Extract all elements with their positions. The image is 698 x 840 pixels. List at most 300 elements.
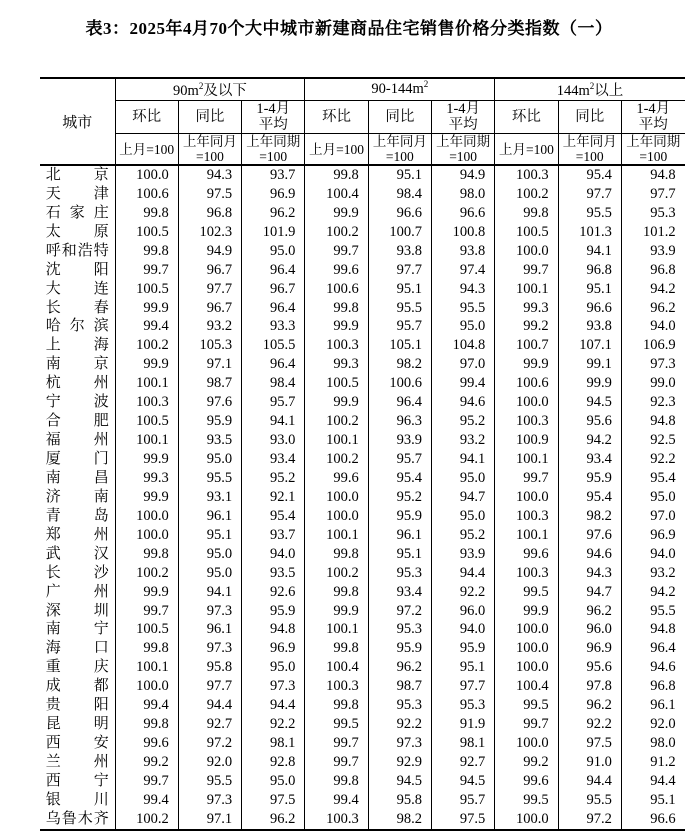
value-cell: 97.3: [368, 734, 431, 753]
group-header-row: [40, 78, 685, 101]
city-cell: [40, 526, 115, 545]
table-container: [40, 77, 685, 831]
value-cell: 92.8: [242, 753, 305, 772]
value-cell: 98.0: [431, 185, 494, 204]
value-cell: 96.6: [621, 810, 684, 830]
value-cell: 100.4: [305, 185, 368, 204]
value-cell: 92.1: [242, 488, 305, 507]
value-cell: 99.7: [115, 602, 178, 621]
city-name: 厦门: [45, 451, 109, 468]
value-cell: 97.0: [431, 355, 494, 374]
value-cell: 92.2: [558, 715, 621, 734]
value-cell: 95.4: [558, 488, 621, 507]
table-row: [40, 583, 685, 602]
value-cell: 99.9: [495, 355, 558, 374]
value-cell: 100.0: [495, 734, 558, 753]
value-cell: 96.1: [178, 621, 241, 640]
value-cell: 94.7: [431, 488, 494, 507]
value-cell: 99.5: [495, 791, 558, 810]
value-cell: 97.7: [368, 261, 431, 280]
unit-same-month-last-year: [178, 134, 241, 166]
value-cell: 96.4: [621, 639, 684, 658]
value-cell: 95.0: [178, 545, 241, 564]
value-cell: 95.1: [178, 526, 241, 545]
value-cell: 97.4: [431, 261, 494, 280]
value-cell: 95.4: [621, 469, 684, 488]
value-cell: 95.9: [368, 639, 431, 658]
city-cell: [40, 223, 115, 242]
value-cell: 97.3: [178, 791, 241, 810]
value-cell: 99.5: [305, 715, 368, 734]
value-cell: 95.7: [431, 791, 494, 810]
city-cell: [40, 545, 115, 564]
value-cell: 100.7: [368, 223, 431, 242]
value-cell: 99.3: [495, 299, 558, 318]
city-name: 郑州: [45, 526, 109, 543]
value-cell: 99.3: [115, 469, 178, 488]
value-cell: 99.6: [495, 772, 558, 791]
group-header-144-above: [495, 78, 685, 101]
value-cell: 97.7: [178, 677, 241, 696]
value-cell: 93.9: [431, 545, 494, 564]
table-row: [40, 374, 685, 393]
group-label-text: 及以下: [203, 83, 247, 99]
table-row: [40, 280, 685, 299]
value-cell: 95.6: [558, 412, 621, 431]
value-cell: 96.9: [558, 639, 621, 658]
value-cell: 98.7: [178, 374, 241, 393]
value-cell: 96.0: [558, 621, 621, 640]
value-cell: 92.6: [242, 583, 305, 602]
value-cell: 94.9: [178, 242, 241, 261]
value-cell: 99.7: [495, 715, 558, 734]
value-cell: 93.7: [242, 165, 305, 185]
value-cell: 99.4: [431, 374, 494, 393]
value-cell: 99.8: [495, 204, 558, 223]
value-cell: 95.2: [431, 412, 494, 431]
value-cell: 98.2: [368, 810, 431, 830]
value-cell: 100.1: [305, 621, 368, 640]
city-cell: [40, 772, 115, 791]
value-cell: 97.5: [431, 810, 494, 830]
value-cell: 100.0: [495, 488, 558, 507]
city-name: 南昌: [45, 469, 109, 486]
value-cell: 100.0: [305, 488, 368, 507]
value-cell: 98.0: [621, 734, 684, 753]
table-row: [40, 734, 685, 753]
value-cell: 94.9: [431, 165, 494, 185]
value-cell: 96.7: [178, 299, 241, 318]
value-cell: 100.5: [115, 223, 178, 242]
table-row: [40, 412, 685, 431]
value-cell: 100.5: [115, 412, 178, 431]
value-cell: 94.8: [242, 621, 305, 640]
value-cell: 95.0: [178, 564, 241, 583]
value-cell: 96.8: [621, 261, 684, 280]
value-cell: 97.3: [621, 355, 684, 374]
city-cell: [40, 810, 115, 830]
value-cell: 99.2: [115, 753, 178, 772]
value-cell: 95.5: [178, 772, 241, 791]
value-cell: 99.9: [495, 602, 558, 621]
table-body: [40, 165, 685, 830]
city-cell: [40, 791, 115, 810]
value-cell: 99.9: [115, 450, 178, 469]
value-cell: 100.0: [115, 165, 178, 185]
value-cell: 99.4: [115, 791, 178, 810]
subheader-line: 同比: [195, 109, 225, 125]
value-cell: 100.2: [115, 810, 178, 830]
value-cell: 94.4: [621, 772, 684, 791]
value-cell: 99.7: [115, 261, 178, 280]
value-cell: 99.6: [495, 545, 558, 564]
table-row: [40, 355, 685, 374]
value-cell: 94.5: [558, 393, 621, 412]
value-cell: 96.2: [368, 658, 431, 677]
table-row: [40, 299, 685, 318]
value-cell: 100.1: [115, 374, 178, 393]
value-cell: 94.4: [242, 696, 305, 715]
table-row: [40, 696, 685, 715]
table-row: [40, 791, 685, 810]
group-header-90-and-below: [115, 78, 305, 101]
value-cell: 100.2: [305, 223, 368, 242]
value-cell: 99.9: [305, 602, 368, 621]
value-cell: 93.9: [368, 431, 431, 450]
value-cell: 95.0: [242, 242, 305, 261]
city-cell: [40, 583, 115, 602]
value-cell: 92.0: [621, 715, 684, 734]
value-cell: 97.6: [558, 526, 621, 545]
value-cell: 96.9: [621, 526, 684, 545]
value-cell: 93.7: [242, 526, 305, 545]
subheader-avg: [621, 101, 684, 134]
value-cell: 101.9: [242, 223, 305, 242]
city-name: 重庆: [45, 659, 109, 676]
value-cell: 98.4: [368, 185, 431, 204]
subheader-line: 1-4月: [636, 101, 671, 117]
value-cell: 95.5: [558, 791, 621, 810]
unit-line: =100: [449, 149, 478, 164]
city-cell: [40, 355, 115, 374]
value-cell: 96.4: [368, 393, 431, 412]
value-cell: 94.1: [242, 412, 305, 431]
value-cell: 104.8: [431, 336, 494, 355]
value-cell: 100.0: [495, 810, 558, 830]
value-cell: 95.1: [431, 658, 494, 677]
value-cell: 93.2: [431, 431, 494, 450]
value-cell: 95.0: [178, 450, 241, 469]
unit-line: 上年同月: [182, 134, 237, 149]
city-name: 大连: [45, 280, 109, 297]
value-cell: 100.0: [495, 658, 558, 677]
value-cell: 107.1: [558, 336, 621, 355]
value-cell: 99.2: [495, 753, 558, 772]
city-cell: [40, 412, 115, 431]
value-cell: 93.5: [242, 564, 305, 583]
value-cell: 93.5: [178, 431, 241, 450]
value-cell: 96.6: [368, 204, 431, 223]
unit-line: 上年同月: [372, 134, 427, 149]
value-cell: 94.0: [242, 545, 305, 564]
value-cell: 96.1: [178, 507, 241, 526]
value-cell: 97.3: [242, 677, 305, 696]
value-cell: 99.9: [305, 204, 368, 223]
value-cell: 95.9: [431, 639, 494, 658]
value-cell: 105.5: [242, 336, 305, 355]
value-cell: 96.2: [242, 810, 305, 830]
subheader-avg: [242, 101, 305, 134]
city-name: 兰州: [45, 754, 109, 771]
city-cell: [40, 602, 115, 621]
value-cell: 96.3: [368, 412, 431, 431]
value-cell: 99.8: [115, 204, 178, 223]
value-cell: 92.2: [621, 450, 684, 469]
table-row: [40, 526, 685, 545]
value-cell: 100.0: [115, 526, 178, 545]
city-name: 南京: [45, 356, 109, 373]
city-name: 天津: [45, 185, 109, 202]
city-cell: [40, 621, 115, 640]
value-cell: 101.3: [558, 223, 621, 242]
value-cell: 94.0: [621, 545, 684, 564]
value-cell: 99.6: [305, 261, 368, 280]
city-name: 呼和浩特: [45, 242, 109, 259]
value-cell: 95.3: [368, 564, 431, 583]
table-row: [40, 336, 685, 355]
unit-line: 上月=100: [119, 141, 175, 157]
value-cell: 95.5: [178, 469, 241, 488]
unit-line: 上月=100: [498, 141, 554, 157]
city-cell: [40, 280, 115, 299]
value-cell: 92.3: [621, 393, 684, 412]
city-cell: [40, 507, 115, 526]
value-cell: 96.2: [558, 696, 621, 715]
table-row: [40, 621, 685, 640]
table-row: [40, 450, 685, 469]
city-cell: [40, 393, 115, 412]
value-cell: 94.6: [558, 545, 621, 564]
unit-same-period-last-year: [431, 134, 494, 166]
value-cell: 94.3: [178, 165, 241, 185]
value-cell: 94.7: [558, 583, 621, 602]
value-cell: 92.2: [242, 715, 305, 734]
city-name: 西安: [45, 735, 109, 752]
city-name: 太原: [45, 223, 109, 240]
value-cell: 99.8: [115, 715, 178, 734]
value-cell: 99.8: [115, 639, 178, 658]
unit-line: 上年同月: [562, 134, 617, 149]
value-cell: 94.0: [621, 318, 684, 337]
value-cell: 100.5: [305, 374, 368, 393]
value-cell: 100.2: [305, 450, 368, 469]
value-cell: 99.9: [305, 318, 368, 337]
city-name: 青岛: [45, 507, 109, 524]
unit-line: 上年同期: [436, 134, 491, 149]
table-row: [40, 488, 685, 507]
value-cell: 106.9: [621, 336, 684, 355]
value-cell: 94.2: [558, 431, 621, 450]
table-row: [40, 469, 685, 488]
value-cell: 99.9: [115, 299, 178, 318]
table-row: [40, 772, 685, 791]
unit-same-month-last-year: [558, 134, 621, 166]
value-cell: 100.4: [305, 658, 368, 677]
group-label-sup: 2: [423, 79, 429, 90]
value-cell: 99.8: [305, 583, 368, 602]
value-cell: 94.1: [558, 242, 621, 261]
value-cell: 100.1: [495, 450, 558, 469]
value-cell: 100.3: [495, 564, 558, 583]
value-cell: 97.5: [558, 734, 621, 753]
unit-line: =100: [259, 149, 288, 164]
city-name: 成都: [45, 678, 109, 695]
group-label-sup: 2: [589, 81, 595, 92]
city-name: 贵阳: [45, 697, 109, 714]
value-cell: 92.7: [431, 753, 494, 772]
value-cell: 95.9: [558, 469, 621, 488]
value-cell: 97.6: [178, 393, 241, 412]
table-row: [40, 753, 685, 772]
value-cell: 100.0: [495, 639, 558, 658]
value-cell: 91.2: [621, 753, 684, 772]
subheader-line: 1-4月: [446, 101, 481, 117]
city-name: 乌鲁木齐: [45, 810, 109, 827]
city-cell: [40, 318, 115, 337]
value-cell: 94.4: [558, 772, 621, 791]
value-cell: 94.4: [431, 564, 494, 583]
value-cell: 94.8: [621, 621, 684, 640]
value-cell: 96.1: [368, 526, 431, 545]
value-cell: 99.7: [495, 261, 558, 280]
city-name: 济南: [45, 488, 109, 505]
value-cell: 95.1: [558, 280, 621, 299]
table-row: [40, 602, 685, 621]
value-cell: 100.6: [495, 374, 558, 393]
value-cell: 99.9: [115, 488, 178, 507]
value-cell: 96.2: [242, 204, 305, 223]
value-cell: 95.3: [431, 696, 494, 715]
city-name: 武汉: [45, 545, 109, 562]
city-cell: [40, 564, 115, 583]
value-cell: 100.3: [115, 393, 178, 412]
value-cell: 95.7: [368, 450, 431, 469]
value-cell: 91.0: [558, 753, 621, 772]
value-cell: 99.4: [115, 696, 178, 715]
value-cell: 94.1: [178, 583, 241, 602]
city-cell: [40, 639, 115, 658]
city-cell: [40, 204, 115, 223]
value-cell: 96.2: [621, 299, 684, 318]
value-cell: 100.8: [431, 223, 494, 242]
value-cell: 99.1: [558, 355, 621, 374]
value-cell: 95.0: [621, 488, 684, 507]
value-cell: 100.2: [115, 336, 178, 355]
value-cell: 96.4: [242, 299, 305, 318]
city-name: 长春: [45, 299, 109, 316]
city-cell: [40, 469, 115, 488]
value-cell: 98.2: [368, 355, 431, 374]
table-row: [40, 507, 685, 526]
city-name: 宁波: [45, 394, 109, 411]
value-cell: 100.3: [305, 810, 368, 830]
value-cell: 99.8: [305, 165, 368, 185]
city-name: 石家庄: [45, 204, 109, 221]
city-name: 哈尔滨: [45, 318, 109, 335]
value-cell: 97.5: [178, 185, 241, 204]
value-cell: 99.8: [115, 545, 178, 564]
value-cell: 100.3: [495, 165, 558, 185]
city-name: 长沙: [45, 564, 109, 581]
value-cell: 95.5: [621, 602, 684, 621]
value-cell: 99.9: [115, 355, 178, 374]
value-cell: 96.9: [242, 639, 305, 658]
value-cell: 95.1: [621, 791, 684, 810]
value-cell: 95.5: [368, 299, 431, 318]
value-cell: 100.6: [368, 374, 431, 393]
unit-same-period-last-year: [621, 134, 684, 166]
value-cell: 97.3: [178, 602, 241, 621]
subheader-line: 环比: [132, 109, 162, 125]
subheader-line: 同比: [385, 109, 415, 125]
value-cell: 98.7: [368, 677, 431, 696]
unit-last-month: [115, 134, 178, 166]
value-cell: 93.4: [242, 450, 305, 469]
value-cell: 94.2: [621, 583, 684, 602]
table-row: [40, 165, 685, 185]
value-cell: 100.5: [495, 223, 558, 242]
value-cell: 100.1: [495, 280, 558, 299]
value-cell: 102.3: [178, 223, 241, 242]
city-name: 杭州: [45, 375, 109, 392]
value-cell: 99.7: [115, 772, 178, 791]
value-cell: 99.0: [621, 374, 684, 393]
value-cell: 99.5: [495, 696, 558, 715]
value-cell: 94.5: [368, 772, 431, 791]
city-name: 广州: [45, 583, 109, 600]
value-cell: 100.3: [495, 507, 558, 526]
unit-same-period-last-year: [242, 134, 305, 166]
subheader-yoy: [368, 101, 431, 134]
city-cell: [40, 715, 115, 734]
value-cell: 94.4: [178, 696, 241, 715]
table-row: [40, 545, 685, 564]
table-row: [40, 393, 685, 412]
unit-line: =100: [385, 149, 414, 164]
value-cell: 98.4: [242, 374, 305, 393]
city-cell: [40, 677, 115, 696]
value-cell: 93.9: [621, 242, 684, 261]
city-cell: [40, 658, 115, 677]
value-cell: 95.4: [242, 507, 305, 526]
table-row: [40, 185, 685, 204]
unit-header-row: [40, 134, 685, 166]
value-cell: 93.3: [242, 318, 305, 337]
value-cell: 99.6: [305, 469, 368, 488]
value-cell: 95.3: [368, 696, 431, 715]
subheader-yoy: [178, 101, 241, 134]
value-cell: 95.5: [431, 299, 494, 318]
city-name: 银川: [45, 791, 109, 808]
value-cell: 99.4: [115, 318, 178, 337]
subheader-mom: [115, 101, 178, 134]
city-cell: [40, 165, 115, 185]
value-cell: 100.0: [495, 393, 558, 412]
subheader-line: 平均: [258, 117, 288, 133]
value-cell: 100.0: [115, 507, 178, 526]
value-cell: 97.0: [621, 507, 684, 526]
value-cell: 95.1: [368, 545, 431, 564]
